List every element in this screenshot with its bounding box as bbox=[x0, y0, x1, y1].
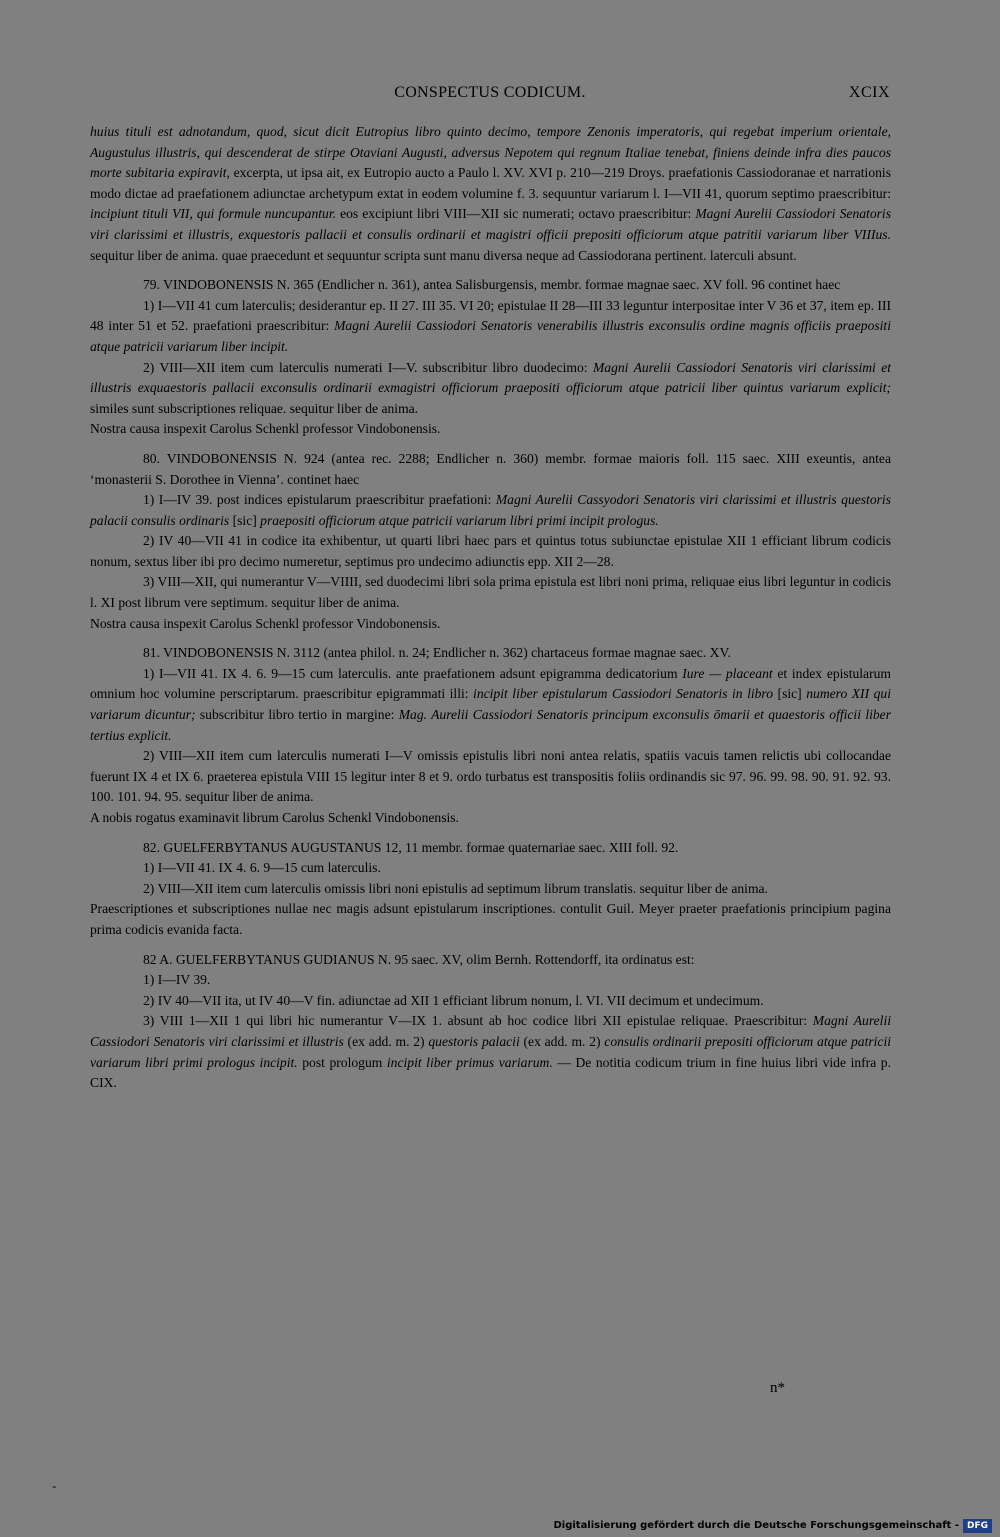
text-segment: 3) VIII—XII, qui numerantur V—VIIII, sed duodecimi libri sola prima epistula est libri noni prima, reliquae eius libri leguntur in codicis l. XI post librum vere septimum. sequitur liber de anima. bbox=[90, 574, 891, 611]
text-segment: A nobis rogatus examinavit librum Carolus Schenkl Vindobonensis. bbox=[90, 810, 459, 825]
text-segment: 1) I—VII 41. IX 4. 6. 9—15 cum laterculis. bbox=[143, 860, 381, 876]
italic-text-segment: Magni Aurelii Cassiodori Senatoris viri clarissimi et illustris exquaestoris pallacii exconsulis ordinarii exmagistri officiorum praepositi officiorum atque patricii liber quintus variarum explicit; bbox=[90, 359, 892, 396]
italic-text-segment: incipiunt tituli VII, qui formule nuncupantur. bbox=[90, 206, 337, 222]
text-segment: 1) I—VII 41 cum laterculis; desiderantur ep. II 27. III 35. VI 20; epistulae II 28—III 33 leguntur interpositae inter V 36 et 37, item ep. III 48 inter 51 et 52. praefationi praescribitur: bbox=[90, 297, 891, 334]
paragraph bbox=[90, 296, 891, 358]
text-segment: Nostra causa inspexit Carolus Schenkl professor Vindobonensis. bbox=[90, 615, 441, 631]
paragraph bbox=[90, 449, 891, 490]
italic-text-segment: questoris palacii bbox=[428, 1033, 520, 1049]
running-title: CONSPECTUS CODICUM. bbox=[394, 84, 586, 101]
page-body-text bbox=[90, 122, 891, 1094]
dfg-footer bbox=[553, 1518, 992, 1533]
italic-text-segment: Iure — placeant bbox=[682, 665, 773, 681]
text-segment: 1) I—IV 39. post indices epistularum praescribitur praefationi: bbox=[143, 492, 496, 508]
italic-text-segment: praepositi officiorum atque patricii variarum libri primi incipit prologus. bbox=[260, 512, 659, 528]
text-segment: et index epistularum omnium hoc volumine perscriptarum. praescribitur epigrammati illi: bbox=[90, 665, 891, 702]
italic-text-segment: Magni Aurelii Cassiodori Senatoris viri clarissimi et illustris bbox=[90, 1013, 891, 1049]
margin-mark: - bbox=[52, 1478, 57, 1493]
text-segment: 80. VINDOBONENSIS N. 924 (antea rec. 2288; Endlicher n. 360) membr. formae maioris foll. 115 saec. XIII exeuntis, antea ‘monasterii S. Dorothee in Vienna’. continet haec bbox=[90, 450, 891, 487]
italic-text-segment: Mag. Aurelii Cassiodori Senatoris principum exconsulis ōmarii et quaestoris officii liber tertius explicit. bbox=[90, 707, 891, 743]
paragraph bbox=[90, 531, 891, 572]
paragraph bbox=[90, 858, 891, 879]
paragraph bbox=[90, 275, 891, 296]
page-header bbox=[90, 84, 890, 106]
text-segment: 82 A. GUELFERBYTANUS GUDIANUS N. 95 saec. XV, olim Bernh. Rottendorff, ita ordinatus est: bbox=[143, 951, 695, 967]
italic-text-segment: consulis ordinarii prepositi officiorum atque patricii variarum libri primi prologus incipit. bbox=[90, 1033, 892, 1070]
text-segment: sequitur liber de anima. quae praecedunt et sequuntur scripta sunt manu diversa neque ad Cassiodorana pertinent. laterculi absunt. bbox=[90, 247, 797, 263]
text-segment: subscribitur libro tertio in margine: bbox=[195, 707, 399, 723]
text-segment: 79. VINDOBONENSIS N. 365 (Endlicher n. 361), antea Salisburgensis, membr. formae magnae saec. XV foll. 96 continet haec bbox=[143, 277, 841, 293]
italic-text-segment: Magni Aurelii Cassyodori Senatoris viri clarissimi et illustris questoris palacii consulis ordinaris bbox=[90, 492, 891, 528]
paragraph bbox=[90, 572, 891, 613]
text-segment: post prologum bbox=[297, 1054, 387, 1070]
paragraph bbox=[90, 664, 891, 746]
paragraph bbox=[90, 122, 891, 266]
italic-text-segment: Magni Aurelii Cassiodori Senatoris viri clarissimi et illustris, exquestoris pallacii et consulis ordinarii et magistri officii prepositi officiorum atque patritii variarum liber VIIIus. bbox=[90, 206, 891, 242]
text-segment: 82. GUELFERBYTANUS AUGUSTANUS 12, 11 membr. formae quaternariae saec. XIII foll. 92. bbox=[143, 839, 679, 855]
italic-text-segment: huius tituli est adnotandum, quod, sicut dicit Eutropius libro quinto decimo, tempore Zenonis imperatoris, qui regebat imperium orientale, Augustulus illustris, qui descenderat de stirpe Otaviani Augusti, adversus Nepotem qui regnum Italiae tenebat, finiens deinde infra dies paucos morte subitaria expiravit, bbox=[90, 124, 891, 181]
text-segment: 2) IV 40—VII 41 in codice ita exhibentur, ut quarti libri haec pars et quintus totus subiunctae epistulae XII 1 efficiant librum codicis nonum, sextus liber ibi pro decimo numeretur, septimus pro undecimo adiunctis epp. XII 2—28. bbox=[90, 533, 891, 569]
text-segment: 1) I—IV 39. bbox=[143, 972, 211, 988]
text-segment: excerpta, ut ipsa ait, ex Eutropio aucto a Paulo l. XV. XVI p. 210—219 Droys. praefationis Cassiodoranae et narrationis modo dictae ad praefationem adiunctae archetypum extat in eodem volumine f. 3. sequuntur variarum l. I—VII 41, quorum septimo praescribitur: bbox=[90, 165, 891, 201]
italic-text-segment: numero XII qui variarum dicuntur; bbox=[90, 686, 891, 723]
text-segment: [sic] bbox=[773, 686, 807, 702]
page-number: XCIX bbox=[848, 84, 890, 101]
paragraph bbox=[90, 991, 891, 1012]
paragraph bbox=[90, 838, 891, 859]
paragraph bbox=[90, 614, 891, 635]
dfg-logo-icon: DFG bbox=[963, 1519, 992, 1533]
text-segment: 2) IV 40—VII ita, ut IV 40—V fin. adiunctae ad XII 1 efficiant librum nonum, l. VI. VII decimum et undecimum. bbox=[143, 992, 764, 1008]
text-segment: 81. VINDOBONENSIS N. 3112 (antea philol. n. 24; Endlicher n. 362) chartaceus formae magnae saec. XV. bbox=[143, 645, 731, 661]
paragraph bbox=[90, 950, 891, 971]
text-segment: 2) VIII—XII item cum laterculis numerati I—V omissis epistulis libri noni antea relatis, spatiis vacuis tamen relictis ubi collocandae fuerunt IX 4 et IX 6. praeterea epistula VIII 15 legitur inter 8 et 9. ordo turbatus est transpositis foliis ordinandis sic 97. 96. 99. 98. 90. 91. 92. 93. 100. 101. 94. 95. sequitur liber de anima. bbox=[90, 748, 891, 805]
paragraph bbox=[90, 970, 891, 991]
paragraph bbox=[90, 490, 891, 531]
text-segment: 2) VIII—XII item cum laterculis omissis libri noni epistulis ad septimum librum translatis. sequitur liber de anima. bbox=[143, 880, 768, 896]
paragraph bbox=[90, 1011, 891, 1093]
text-segment: Praescriptiones et subscriptiones nullae nec magis adsunt epistularum inscriptiones. contulit Guil. Meyer praeter praefationis principium pagina prima codicis evanida facta. bbox=[90, 901, 891, 937]
signature-mark: n* bbox=[770, 1380, 785, 1396]
paragraph bbox=[90, 419, 891, 440]
italic-text-segment: incipit liber primus variarum. bbox=[386, 1054, 553, 1070]
text-segment: — De notitia codicum trium in fine huius libri vide infra p. CIX. bbox=[90, 1054, 891, 1091]
italic-text-segment: Magni Aurelii Cassiodori Senatoris venerabilis illustris exconsulis ordine magnis officiis praepositi atque patricii variarum liber incipit. bbox=[90, 318, 891, 354]
text-segment: 2) VIII—XII item cum laterculis numerati I—V. subscribitur libro duodecimo: bbox=[143, 359, 593, 375]
text-segment: (ex add. m. 2) bbox=[519, 1033, 605, 1049]
paragraph bbox=[90, 879, 891, 900]
text-segment: (ex add. m. 2) bbox=[343, 1033, 429, 1049]
paragraph bbox=[90, 643, 891, 664]
text-segment: eos excipiunt libri VIII—XII sic numerati; octavo praescribitur: bbox=[336, 206, 696, 222]
paragraph bbox=[90, 808, 891, 829]
footer-credit-text: Digitalisierung gefördert durch die Deutsche Forschungsgemeinschaft - bbox=[553, 1520, 959, 1531]
text-segment: 1) I—VII 41. IX 4. 6. 9—15 cum laterculis. ante praefationem adsunt epigramma dedicatorium bbox=[143, 665, 683, 681]
text-segment: [sic] bbox=[229, 512, 261, 528]
text-segment: similes sunt subscriptiones reliquae. sequitur liber de anima. bbox=[90, 400, 419, 416]
paragraph bbox=[90, 358, 891, 420]
text-segment: 3) VIII 1—XII 1 qui libri hic numerantur V—IX 1. absunt ab hoc codice libri XII epistulae reliquae. Praescribitur: bbox=[143, 1013, 813, 1029]
paragraph bbox=[90, 899, 891, 940]
italic-text-segment: incipit liber epistularum Cassiodori Senatoris in libro bbox=[473, 686, 774, 702]
text-segment: Nostra causa inspexit Carolus Schenkl professor Vindobonensis. bbox=[90, 421, 441, 437]
paragraph bbox=[90, 746, 891, 808]
